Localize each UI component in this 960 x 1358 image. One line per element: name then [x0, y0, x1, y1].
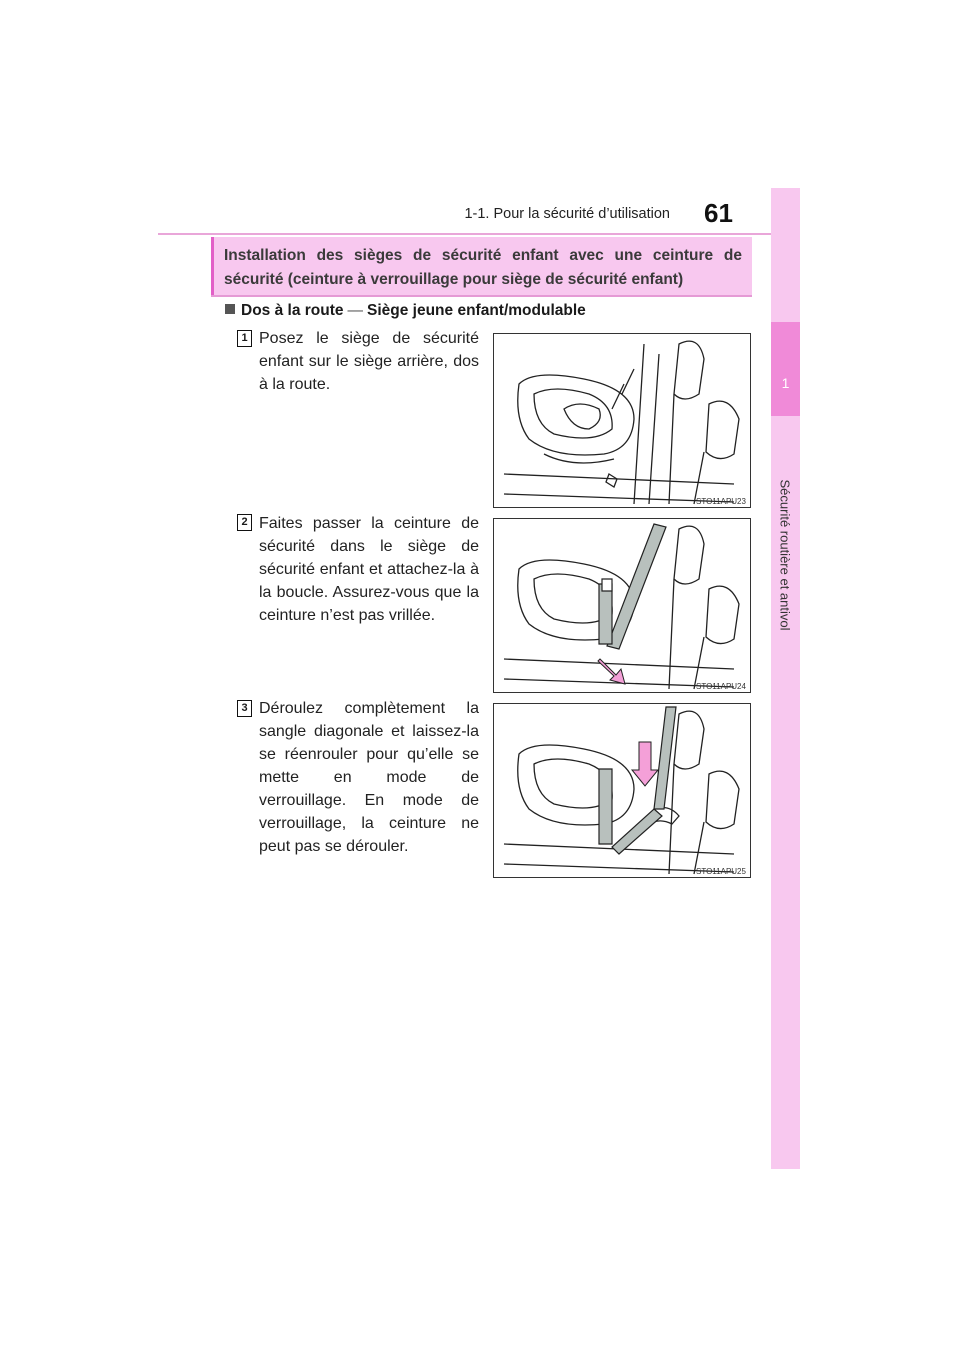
illustration-code-3: STO11APU25 [696, 867, 746, 876]
page-number: 61 [704, 198, 733, 228]
step-text-3: Déroulez complètement la sangle diagonale et laissez-la se réenrouler pour qu’elle se mette en mode de verrouillage. En mode de verrouillage, la ceinture ne peut pas se dérouler. [259, 700, 479, 855]
illustration-code-2: STO11APU24 [696, 682, 746, 691]
illustration-step-2 [493, 518, 751, 693]
child-seat-placed-illustration [494, 334, 750, 507]
illustration-code-1: STO11APU23 [696, 497, 746, 506]
header-rule [158, 233, 800, 235]
illustration-step-1 [493, 333, 751, 508]
chapter-title: Sécurité routière et antivol [777, 479, 793, 631]
belt-locking-illustration [494, 704, 750, 877]
chapter-number: 1 [781, 375, 790, 391]
step-number-3: 3 [237, 700, 252, 717]
step-number-2: 2 [237, 514, 252, 531]
banner-underline [211, 295, 752, 297]
step-text-1: Posez le siège de sécurité enfant sur le siège arrière, dos à la route. [259, 330, 479, 393]
banner-title: Installation des sièges de sécurité enfant avec une ceinture de sécurité (ceinture à verrouillage pour siège de sécurité enfant) [224, 247, 742, 288]
belt-routing-illustration [494, 519, 750, 692]
subheading [225, 302, 586, 320]
subheading-part1: Dos à la route [241, 302, 344, 319]
step-number-1: 1 [237, 330, 252, 347]
step-text-2: Faites passer la ceinture de sécurité dans le siège de sécurité enfant et attachez-la à la boucle. Assurez-vous que la ceinture n’est pas vrillée. [259, 515, 479, 624]
illustration-step-3 [493, 703, 751, 878]
subheading-dash: — [347, 302, 363, 319]
subheading-part2: Siège jeune enfant/modulable [367, 302, 586, 319]
section-label: 1-1. Pour la sécurité d’utilisation [464, 206, 670, 222]
bullet-square-icon [225, 304, 235, 314]
chapter-number-block [771, 322, 800, 416]
